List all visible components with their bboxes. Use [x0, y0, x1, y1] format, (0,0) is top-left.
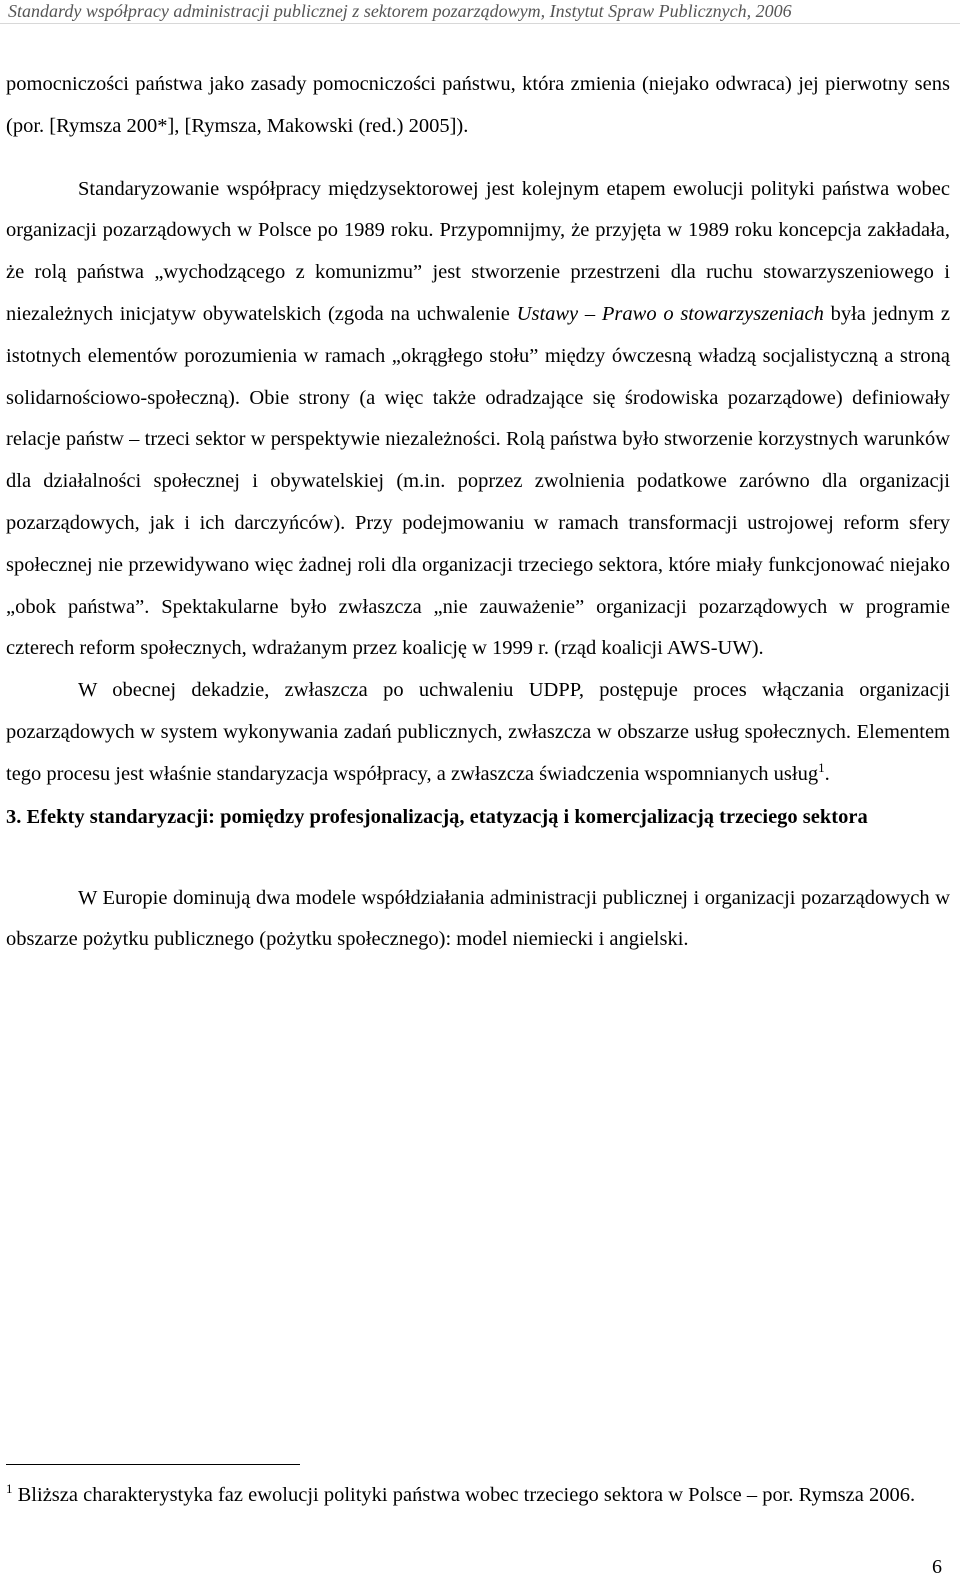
footnote: [6, 1475, 950, 1515]
footnote-reference[interactable]: 1: [818, 759, 825, 775]
running-header-text: Standardy współpracy administracji publicznej z sektorem pozarządowym, Instytut Spraw Publicznych, 2006: [8, 1, 792, 21]
page-body: [6, 64, 950, 961]
section-heading: 3. Efekty standaryzacji: pomiędzy profesjonalizacją, etatyzacją i komercjalizacją trzeciego sektora: [6, 805, 868, 828]
paragraph-standardization: [6, 169, 950, 671]
paragraph-current-decade: [6, 670, 950, 795]
paragraph-current-decade-text: W obecnej dekadzie, zwłaszcza po uchwaleniu UDPP, postępuje proces włączania organizacji pozarządowych w system wykonywania zadań publicznych, zwłaszcza w obszarze usług społecznych. Elementem tego procesu jest właśnie standaryzacja współpracy, a zwłaszcza świadczenia wspomnianych usług: [6, 679, 950, 785]
running-header: [0, 0, 960, 24]
page-number: 6: [932, 1556, 942, 1578]
law-title-italic: Ustawy – Prawo o stowarzyszeniach: [516, 302, 824, 325]
paragraph-continuation: pomocniczości państwa jako zasady pomocniczości państwu, która zmienia (niejako odwraca) jej pierwotny sens (por. [Rymsza 200*], [Rymsza, Makowski (red.) 2005]).: [6, 73, 950, 137]
footnote-separator: [6, 1464, 300, 1465]
footnote-number: 1: [6, 1481, 13, 1497]
footnote-text: Bliższa charakterystyka faz ewolucji polityki państwa wobec trzeciego sektora w Polsce – por. Rymsza 2006.: [12, 1484, 916, 1506]
paragraph-standardization-text-b: była jednym z istotnych elementów porozumienia w ramach „okrągłego stołu” między ówczesną władzą socjalistyczną a stroną solidarnościowo-społeczną). Obie strony (a więc także odradzające się środowiska pozarządowe) definiowały relacje państw – trzeci sektor w perspektywie niezależności. Rolą państwa było stworzenie korzystnych warunków dla działalności społecznej i obywatelskiej (m.in. poprzez zwolnienia podatkowe zarówno dla organizacji pozarządowych, jak i ich darczyńców). Przy podejmowaniu w ramach transformacji ustrojowej reform sfery społecznej nie przewidywano więc żadnej roli dla organizacji trzeciego sektora, które miały funkcjonować niejako „obok państwa”. Spektakularne było zwłaszcza „nie zauważenie” organizacji pozarządowych w programie czterech reform społecznych, wdrażanym przez koalicję w 1999 r. (rząd koalicji AWS-UW).: [6, 302, 950, 660]
paragraph-standardization-text-a: Standaryzowanie współpracy międzysektorowej jest kolejnym etapem ewolucji polityki państwa wobec organizacji pozarządowych w Polsce po 1989 roku. Przypomnijmy, że przyjęta w 1989 roku koncepcja zakładała, że rolą państwa „wychodzącego z komunizmu” jest stworzenie przestrzeni dla ruchu stowarzyszeniowego i niezależnych inicjatyw obywatelskich (zgoda na uchwalenie: [6, 177, 950, 325]
paragraph-europe-models: W Europie dominują dwa modele współdziałania administracji publicznej i organizacji pozarządowych w obszarze pożytku publicznego (pożytku społecznego): model niemiecki i angielski.: [6, 886, 950, 951]
paragraph-current-decade-end: .: [824, 762, 830, 785]
